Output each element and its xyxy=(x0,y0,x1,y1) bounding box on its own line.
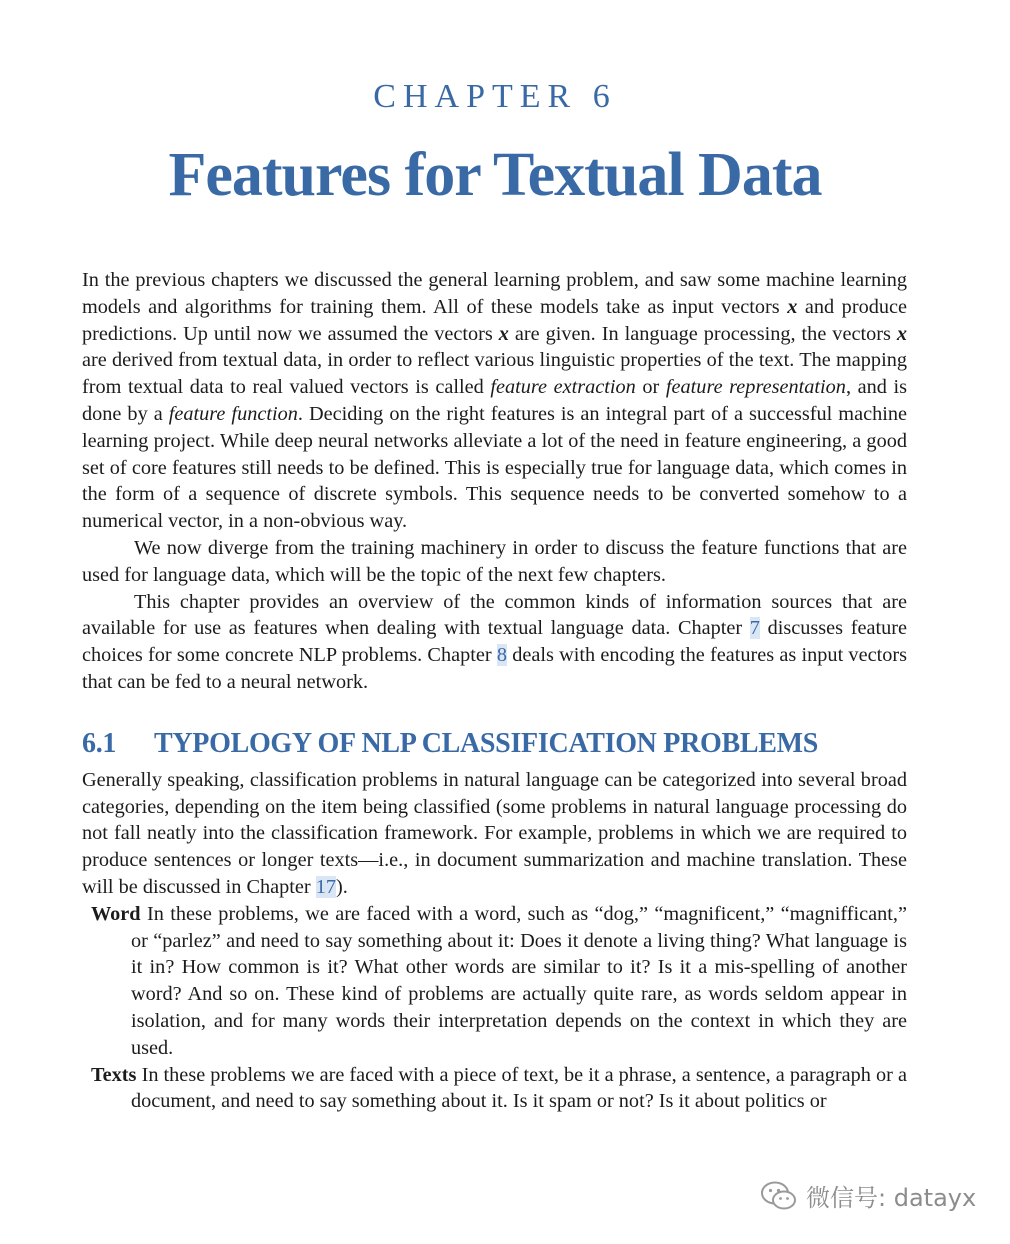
text-span: . Deciding on the right features is an integral part of a successful machine learning project. While deep neural networks alleviate a lot of the need in feature engineering, a good set of core features still needs to be defined. This is especially true for language data, which comes in the form of a sequence of discrete symbols. This sequence needs to be converted somehow to a numerical vector, in a non-obvious way. xyxy=(82,402,908,533)
intro-paragraph-3 xyxy=(82,589,907,696)
text-span: Generally speaking, classification problems in natural language can be categorized into several broad categories, depending on the item being classified (some problems in natural language processing do not fall neatly into the classification framework. For example, problems in which we are required to produce sentences or longer texts—i.e., in document summarization and machine translation. These will be discussed in Chapter xyxy=(82,768,907,898)
chapter-8-link[interactable]: 8 xyxy=(496,644,507,667)
definition-text: In these problems, we are faced with a word, such as “dog,” “magnificent,” “magnifficant,” or “parlez” and need to say something about it: Does it denote a living thing? What language is it in? How common is it? What other words are similar to it? Is it a mis-spelling of another word? And so on. These kind of problems are actually quite rare, as words seldom appear in isolation, and for many words their interpretation depends on the context in which they are used. xyxy=(131,902,907,1059)
wechat-icon xyxy=(760,1180,798,1212)
definition-word xyxy=(82,901,907,1062)
text-span: are derived from textual data, in order to reflect various linguistic properties of the text. The mapping from textual data to real valued vectors is called xyxy=(82,349,907,399)
math-vector-x: x xyxy=(787,295,798,318)
term-feature-extraction: feature extraction xyxy=(490,376,636,399)
section-title: TYPOLOGY OF NLP CLASSIFICATION PROBLEMS xyxy=(154,727,819,759)
term-feature-function: feature function xyxy=(168,402,298,425)
text-span: or xyxy=(635,376,666,399)
term-feature-representation: feature representation xyxy=(665,376,846,399)
section-paragraph-1 xyxy=(82,767,907,901)
text-span: discusses feature choices for some concrete NLP problems. Chapter xyxy=(82,617,908,667)
text-span: In the previous chapters we discussed the general learning problem, and saw some machine learning models and algorithms for training them. All of these models take as input vectors xyxy=(82,269,907,318)
text-span: ). xyxy=(336,875,348,898)
watermark-text: 微信号: datayx xyxy=(806,1184,977,1212)
watermark xyxy=(760,1178,976,1213)
page-body xyxy=(82,267,907,1115)
text-span: are given. In language processing, the vectors xyxy=(508,322,897,345)
chapter-7-link[interactable]: 7 xyxy=(749,617,760,640)
math-vector-x: x xyxy=(498,322,509,345)
chapter-17-link[interactable]: 17 xyxy=(315,875,337,898)
section-heading xyxy=(82,727,907,761)
text-span: , and is done by a xyxy=(82,376,907,425)
math-vector-x: x xyxy=(896,322,907,345)
definition-term: Word xyxy=(91,902,141,925)
definition-text: In these problems we are faced with a piece of text, be it a phrase, a sentence, a paragraph or a document, and need to say something about it. Is it spam or not? Is it about politics or xyxy=(131,1063,907,1113)
text-span: and produce predictions. Up until now we assumed the vectors xyxy=(82,295,907,345)
chapter-title: Features for Textual Data xyxy=(168,141,822,209)
section-number: 6.1 xyxy=(82,727,117,759)
text-span: deals with encoding the features as input vectors that can be fed to a neural network. xyxy=(82,644,907,693)
intro-paragraph-2: We now diverge from the training machinery in order to discuss the feature functions that are used for language data, which will be the topic of the next few chapters. xyxy=(82,536,907,586)
definition-texts xyxy=(82,1062,907,1116)
text-span: This chapter provides an overview of the common kinds of information sources that are available for use as features when dealing with textual language data. Chapter xyxy=(82,590,907,640)
intro-paragraph-1 xyxy=(82,267,907,535)
chapter-label: CHAPTER 6 xyxy=(373,78,617,115)
definition-term: Texts xyxy=(91,1063,137,1086)
